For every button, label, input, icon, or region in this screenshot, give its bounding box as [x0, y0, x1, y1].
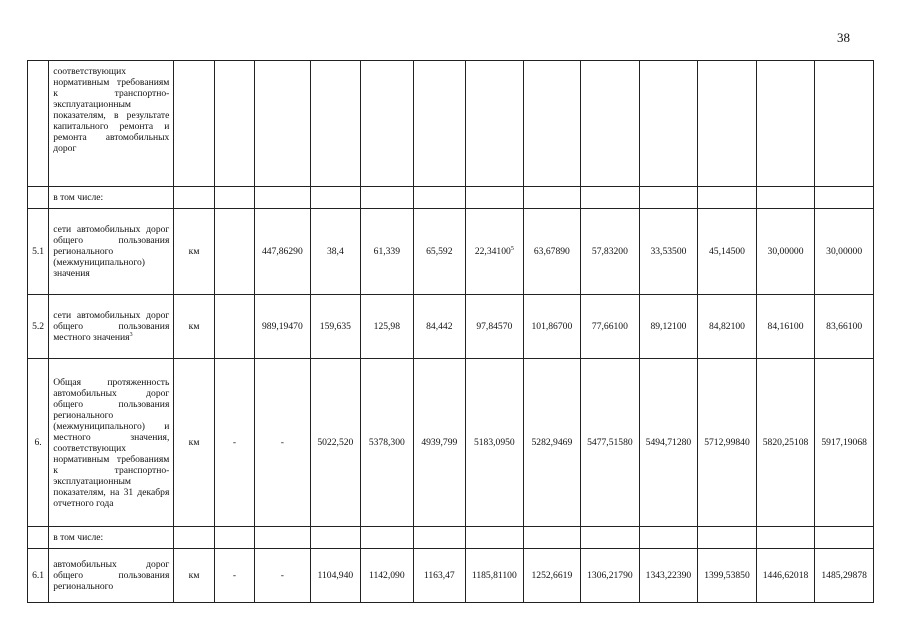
value-cell [255, 61, 311, 187]
table-row [28, 359, 874, 527]
row-number: 6.1 [28, 549, 49, 603]
row-number [28, 527, 49, 549]
indicator-name: сети автомобильных дорог общего пользования регионального (межмуниципального) значения [49, 209, 174, 295]
page-number: 38 [837, 30, 850, 45]
value-cell: 63,67890 [523, 209, 581, 295]
value-cell [639, 61, 698, 187]
value-cell [413, 61, 465, 187]
value-cell: 65,592 [413, 209, 465, 295]
value-cell: - [214, 549, 254, 603]
indicators-table [27, 60, 874, 603]
value-cell: 5183,0950 [466, 359, 524, 527]
unit-cell: км [174, 295, 214, 359]
row-number [28, 187, 49, 209]
footnote-mark: 5 [510, 245, 514, 252]
row-number: 5.1 [28, 209, 49, 295]
value-cell: 84,16100 [756, 295, 815, 359]
value-cell: 5917,19068 [815, 359, 874, 527]
value-cell: 5712,99840 [698, 359, 757, 527]
table-row [28, 295, 874, 359]
value-cell: 84,82100 [698, 295, 757, 359]
value-cell: 1185,81100 [466, 549, 524, 603]
value-cell: 45,14500 [698, 209, 757, 295]
value-cell: 101,86700 [523, 295, 581, 359]
row-number: 5.2 [28, 295, 49, 359]
table-row [28, 527, 874, 549]
unit-cell: км [174, 549, 214, 603]
value-cell: 1306,21790 [581, 549, 640, 603]
value-cell: 447,86290 [255, 209, 311, 295]
value-cell: 84,442 [413, 295, 465, 359]
value-cell [214, 295, 254, 359]
value-cell [361, 61, 413, 187]
value-cell [698, 61, 757, 187]
value-cell: 61,339 [361, 209, 413, 295]
value-cell: 1399,53850 [698, 549, 757, 603]
value-cell: - [255, 359, 311, 527]
value-cell: 989,19470 [255, 295, 311, 359]
subheading: в том числе: [49, 527, 174, 549]
value-cell: 83,66100 [815, 295, 874, 359]
value-cell [523, 61, 581, 187]
value-cell: 1446,62018 [756, 549, 815, 603]
subheading: в том числе: [49, 187, 174, 209]
table-row [28, 549, 874, 603]
value-cell: 5282,9469 [523, 359, 581, 527]
table-row [28, 61, 874, 187]
value-cell [310, 61, 360, 187]
indicator-name: автомобильных дорог общего пользования регионального [49, 549, 174, 603]
value-cell: - [255, 549, 311, 603]
value-cell: 89,12100 [639, 295, 698, 359]
indicator-name: соответствующих нормативным требованиям к транспортно-эксплуатационным показателям, в результате капитального ремонта и ремонта автомобильных дорог [49, 61, 174, 187]
table-row [28, 187, 874, 209]
row-number: 6. [28, 359, 49, 527]
row-number [28, 61, 49, 187]
value-cell: 5378,300 [361, 359, 413, 527]
value-cell [466, 61, 524, 187]
unit-cell: км [174, 209, 214, 295]
value-cell [581, 61, 640, 187]
value-cell [815, 61, 874, 187]
value-cell: 5022,520 [310, 359, 360, 527]
value-cell: 5494,71280 [639, 359, 698, 527]
value-cell: 38,4 [310, 209, 360, 295]
value-cell: 33,53500 [639, 209, 698, 295]
value-cell: 22,34100$^5$ [466, 209, 524, 295]
value-cell [214, 61, 254, 187]
value-cell: 1163,47 [413, 549, 465, 603]
indicator-name: Общая протяженность автомобильных дорог общего пользования регионального (межмуниципального) и местного значения, соответствующих нормативным требованиям к транспортно-эксплуатационным показателям, на 31 декабря отчетного года [49, 359, 174, 527]
value-cell: 125,98 [361, 295, 413, 359]
value-cell: 5820,25108 [756, 359, 815, 527]
value-cell: 77,66100 [581, 295, 640, 359]
value-cell: 1485,29878 [815, 549, 874, 603]
value-cell: 1252,6619 [523, 549, 581, 603]
footnote-mark: 3 [129, 331, 133, 338]
indicator-name: сети автомобильных дорог общего пользования местного значения$^3$ [49, 295, 174, 359]
value-cell: 1142,090 [361, 549, 413, 603]
unit-cell: км [174, 359, 214, 527]
value-cell: - [214, 359, 254, 527]
value-cell [756, 61, 815, 187]
value-cell: 97,84570 [466, 295, 524, 359]
value-cell: 159,635 [310, 295, 360, 359]
unit-cell [174, 61, 214, 187]
table-row [28, 209, 874, 295]
value-cell: 1343,22390 [639, 549, 698, 603]
value-cell: 1104,940 [310, 549, 360, 603]
value-cell: 30,00000 [815, 209, 874, 295]
value-cell: 30,00000 [756, 209, 815, 295]
value-cell: 4939,799 [413, 359, 465, 527]
value-cell [214, 209, 254, 295]
value-cell: 57,83200 [581, 209, 640, 295]
value-cell: 5477,51580 [581, 359, 640, 527]
